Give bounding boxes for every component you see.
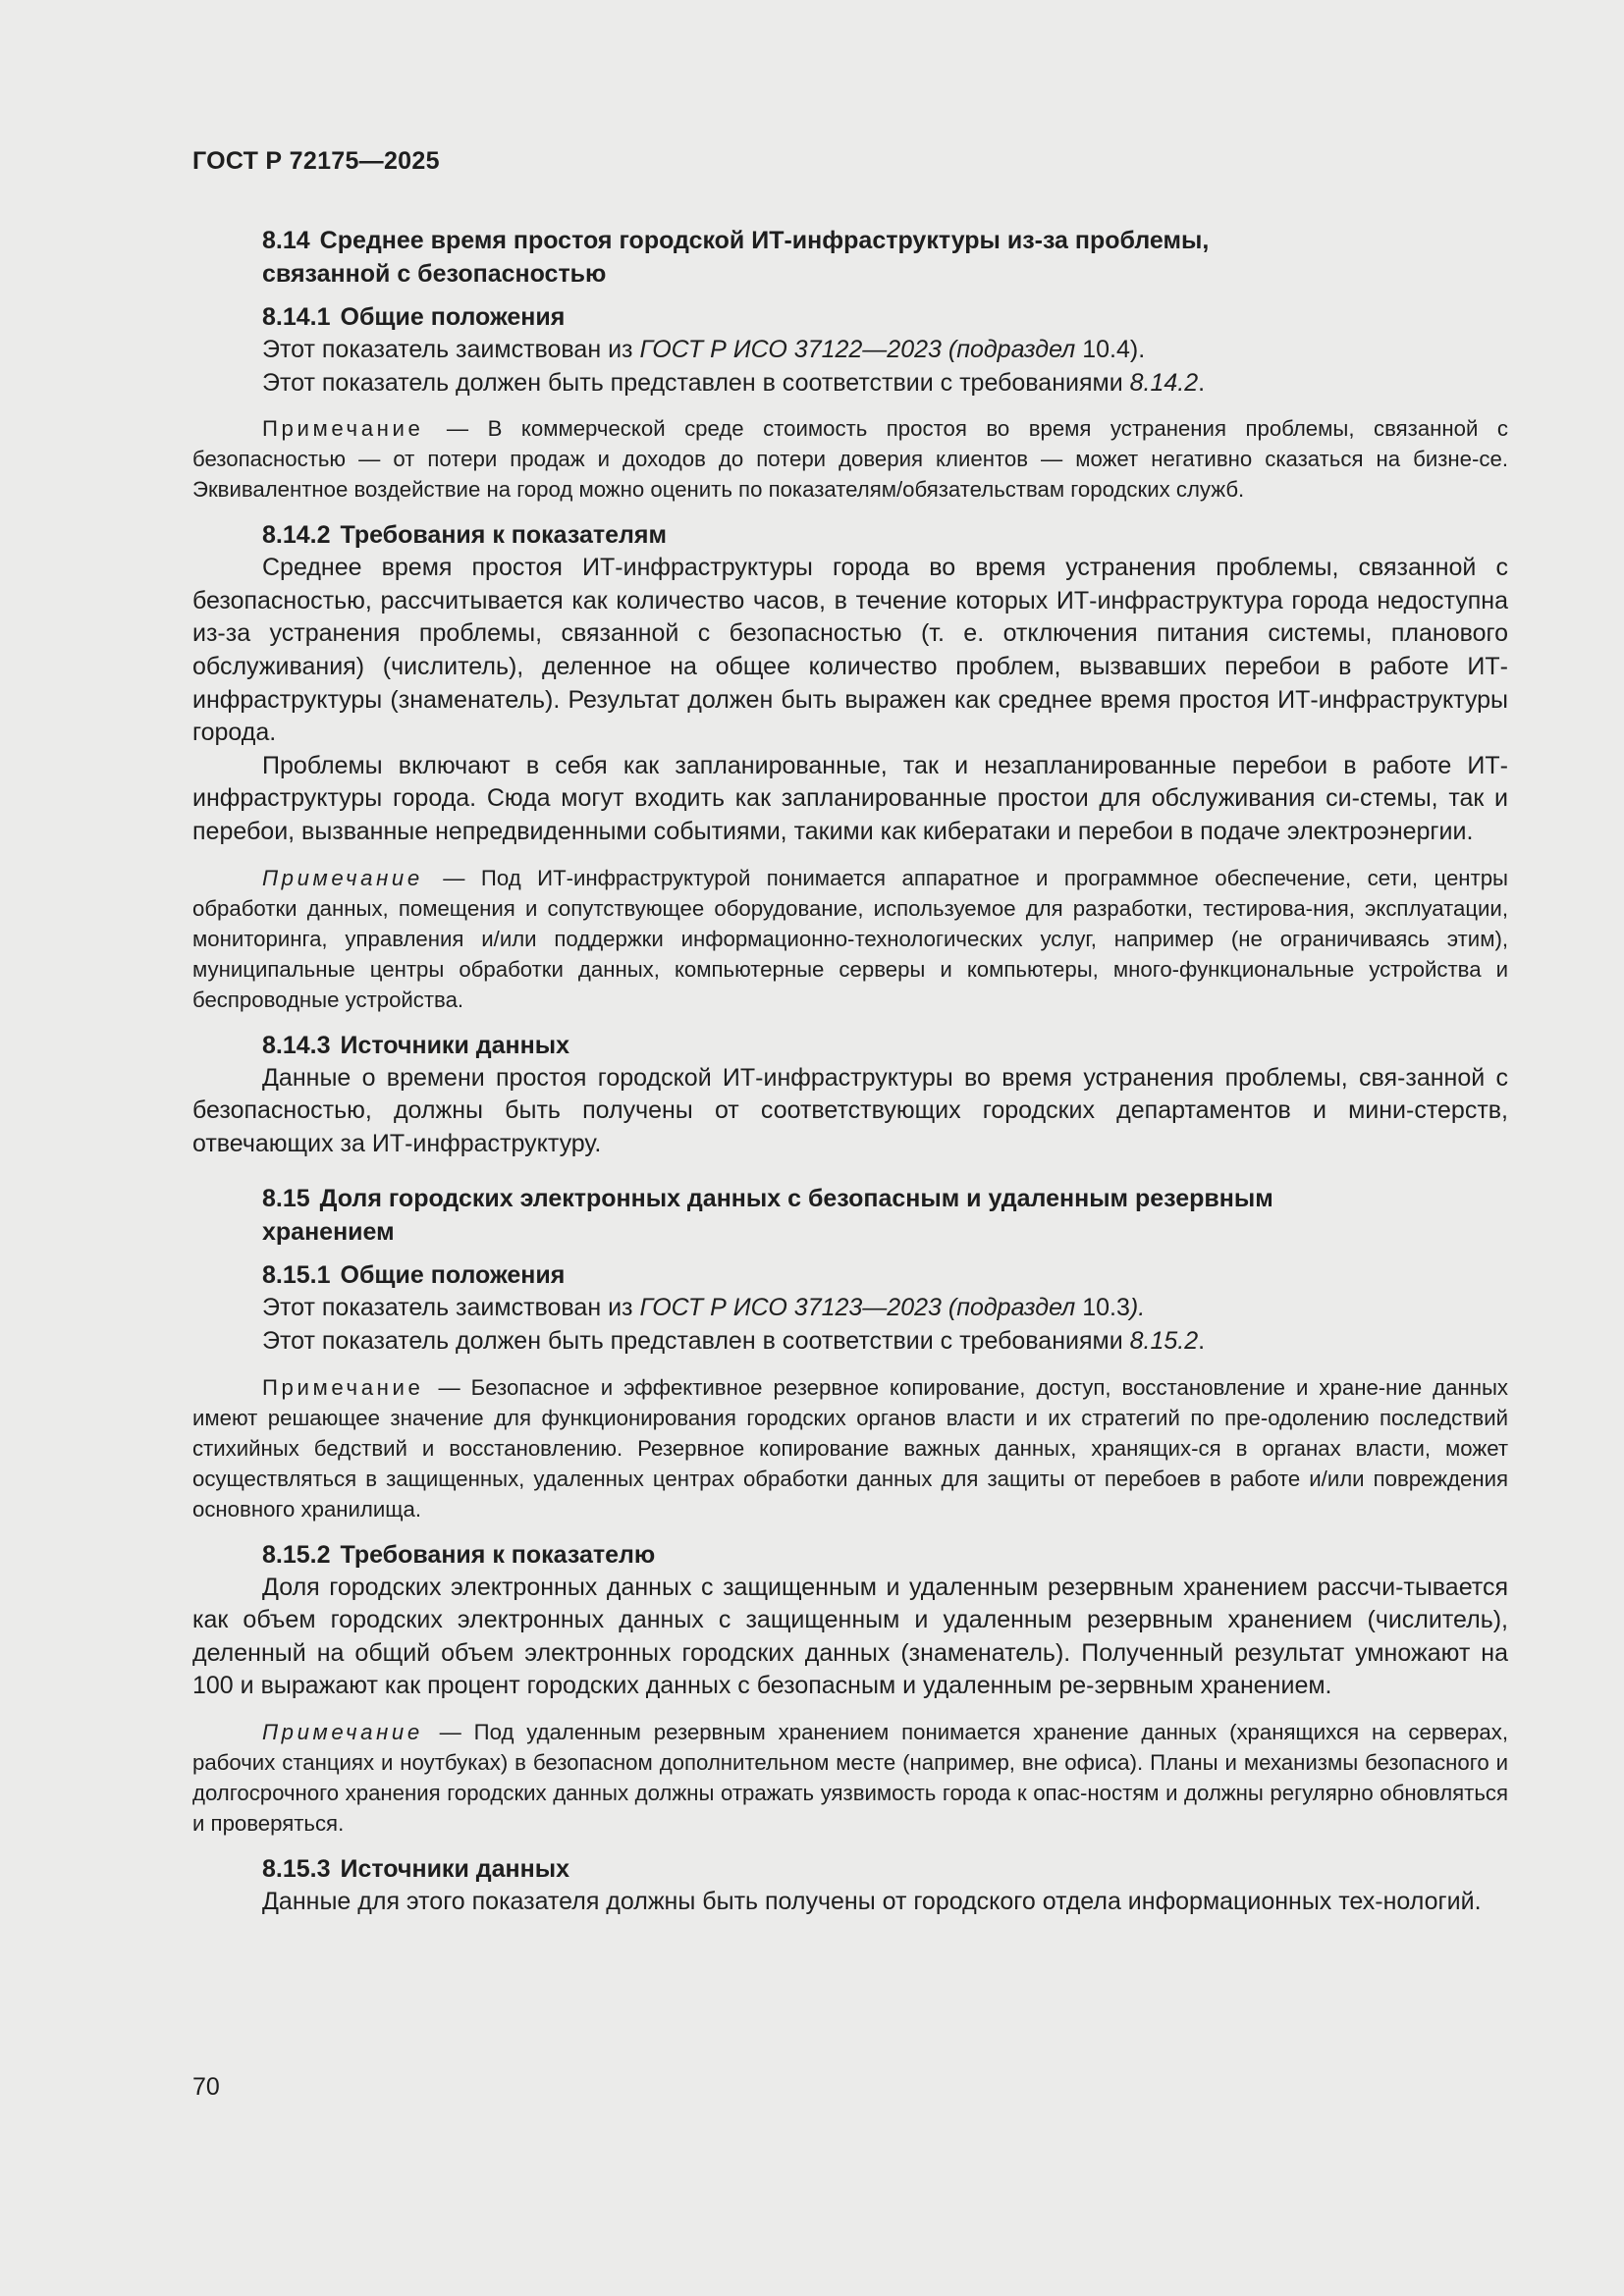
paragraph-requirements-reference (192, 1325, 1508, 1359)
subsection-8-15-3-heading (192, 1852, 1508, 1886)
subsection-8-14-1-heading (192, 300, 1508, 334)
section-8-15-heading-line1 (262, 1182, 1508, 1215)
note-text: — Под ИТ-инфраструктурой понимается аппаратное и программное обеспечение, сети, центры обработки данных, помещения и сопутствующее оборудование, используемое для разработки, тестирова-ния, эксплуатации, мониторинга, управления и/или поддержки информационно-технологических услуг, например (не ограничиваясь этим), муниципальные центры обработки данных, компьютерные серверы и компьютеры, много-функциональные устройства и беспроводные устройства. (192, 865, 1508, 1012)
page-number: 70 (192, 2073, 220, 2101)
section-title-line1: Среднее время простоя городской ИТ-инфраструктуры из-за проблемы, (319, 227, 1210, 254)
section-title-line1: Доля городских электронных данных с безопасным и удаленным резервным (319, 1185, 1273, 1213)
text-run: . (1198, 368, 1206, 397)
paragraph-source-reference (192, 1292, 1508, 1325)
text-run: Этот показатель должен быть представлен в соответствии с требованиями (262, 368, 1130, 397)
subsection-title: Общие положения (340, 303, 566, 331)
standard-reference: ГОСТ Р ИСО 37123—2023 (подраздел (639, 1294, 1076, 1322)
clause-reference: 8.14.2 (1129, 368, 1199, 397)
note-paragraph (192, 863, 1508, 1015)
subsection-title: Требования к показателям (340, 521, 667, 550)
subsection-title: Источники данных (340, 1854, 569, 1883)
section-number: 8.14 (262, 227, 310, 254)
note-text: — В коммерческой среде стоимость простоя во время устранения проблемы, связанной с безопасностью — от потери продаж и доходов до потери доверия клиентов — может негативно сказаться на бизне-се. Эквивалентное воздействие на город можно оценить по показателям/обязательствам городских служб. (192, 416, 1508, 503)
body-paragraph: Данные о времени простоя городской ИТ-инфраструктуры во время устранения проблемы, свя-занной с безопасностью, должны быть получены от соответствующих городских департаментов и мини-стерств, отвечающих за ИТ-инфраструктуру. (192, 1063, 1508, 1157)
section-title-line2: связанной с безопасностью (262, 260, 607, 288)
section-8-15-heading (192, 1182, 1508, 1249)
text-run: 10.4). (1075, 336, 1146, 363)
clause-reference: 8.15.2 (1129, 1326, 1199, 1355)
note-text: — Под удаленным резервным хранением понимается хранение данных (хранящихся на серверах, рабочих станциях и ноутбуках) в безопасном дополнительном месте (например, вне офиса). Планы и механизмы безопасного и долгосрочного хранения городских данных должны отражать уязвимость города к опас-ностям и должны регулярно обновляться и проверяться. (192, 1719, 1508, 1836)
text-run: Этот показатель должен быть представлен в соответствии с требованиями (262, 1326, 1130, 1355)
subsection-number: 8.15.3 (262, 1854, 331, 1883)
subsection-number: 8.15.2 (262, 1540, 331, 1569)
subsection-number: 8.14.1 (262, 303, 331, 331)
body-paragraph: Проблемы включают в себя как запланированные, так и незапланированные перебои в работе ИТ-инфраструктуры города. Сюда могут входить как запланированные простои для обслуживания си-стемы, так и перебои, вызванные непредвиденными событиями, такими как кибератаки и перебои в подаче электроэнергии. (192, 751, 1508, 845)
subsection-title: Общие положения (340, 1261, 566, 1290)
body-paragraph: Среднее время простоя ИТ-инфраструктуры города во время устранения проблемы, связанной с безопасностью, рассчитывается как количество часов, в течение которых ИТ-инфраструктура города недоступна из-за устранения проблемы, связанной с безопасностью (т. е. отключения питания системы, планового обслуживания) (числитель), деленное на общее количество проблем, вызвавших перебои в работе ИТ-инфраструктуры (знаменатель). Результат должен быть выражен как среднее время простоя ИТ-инфраструктуры города. (192, 554, 1508, 747)
note-paragraph (192, 1717, 1508, 1839)
subsection-8-15-1-heading (192, 1258, 1508, 1292)
section-title-line2: хранением (262, 1218, 395, 1247)
note-paragraph (192, 1372, 1508, 1524)
text-run: 10.3 (1075, 1294, 1130, 1322)
document-code-header: ГОСТ Р 72175—2025 (192, 147, 440, 175)
body-paragraph: Доля городских электронных данных с защищенным и удаленным резервным хранением рассчи-тывается как объем городских электронных данных с защищенным и удаленным резервным хранением (числитель), деленный на общий объем электронных городских данных (знаменатель). Полученный результат умножают на 100 и выражают как процент городских данных с безопасным и удаленным ре-зервным хранением. (192, 1573, 1508, 1700)
subsection-title: Источники данных (340, 1031, 569, 1059)
subsection-8-15-2-heading (192, 1538, 1508, 1572)
subsection-8-14-2-heading (192, 518, 1508, 552)
standard-reference: ГОСТ Р ИСО 37122—2023 (подраздел (639, 336, 1076, 363)
note-label: Примечание (262, 865, 423, 890)
note-text: — Безопасное и эффективное резервное копирование, доступ, восстановление и хране-ние данных имеют решающее значение для функционирования городских органов власти и их стратегий по пре-одолению последствий стихийных бедствий и восстановлению. Резервное копирование важных данных, хранящих-ся в органах власти, может осуществляться в защищенных, удаленных центрах обработки данных для защиты от перебоев в работе и/или повреждения основного хранилища. (192, 1374, 1508, 1522)
paragraph-requirements-reference (192, 367, 1508, 400)
subsection-title: Требования к показателю (340, 1540, 656, 1569)
subsection-number: 8.14.3 (262, 1031, 331, 1059)
text-run: Этот показатель заимствован из (262, 336, 640, 363)
note-label: Примечание (262, 1719, 423, 1744)
subsection-number: 8.14.2 (262, 521, 331, 550)
page-content (192, 224, 1508, 1918)
subsection-8-14-3-heading (192, 1029, 1508, 1062)
section-8-14-heading (192, 224, 1508, 291)
note-paragraph (192, 413, 1508, 505)
note-label: Примечание (262, 416, 424, 442)
section-8-14-heading-line1 (262, 224, 1508, 257)
section-number: 8.15 (262, 1185, 310, 1213)
paragraph-source-reference (192, 334, 1508, 367)
text-run: Этот показатель заимствован из (262, 1294, 640, 1322)
note-label: Примечание (262, 1374, 424, 1400)
subsection-number: 8.15.1 (262, 1261, 331, 1290)
text-run: ). (1129, 1294, 1146, 1322)
body-paragraph: Данные для этого показателя должны быть получены от городского отдела информационных тех-нологий. (262, 1887, 1482, 1915)
text-run: . (1198, 1326, 1206, 1355)
